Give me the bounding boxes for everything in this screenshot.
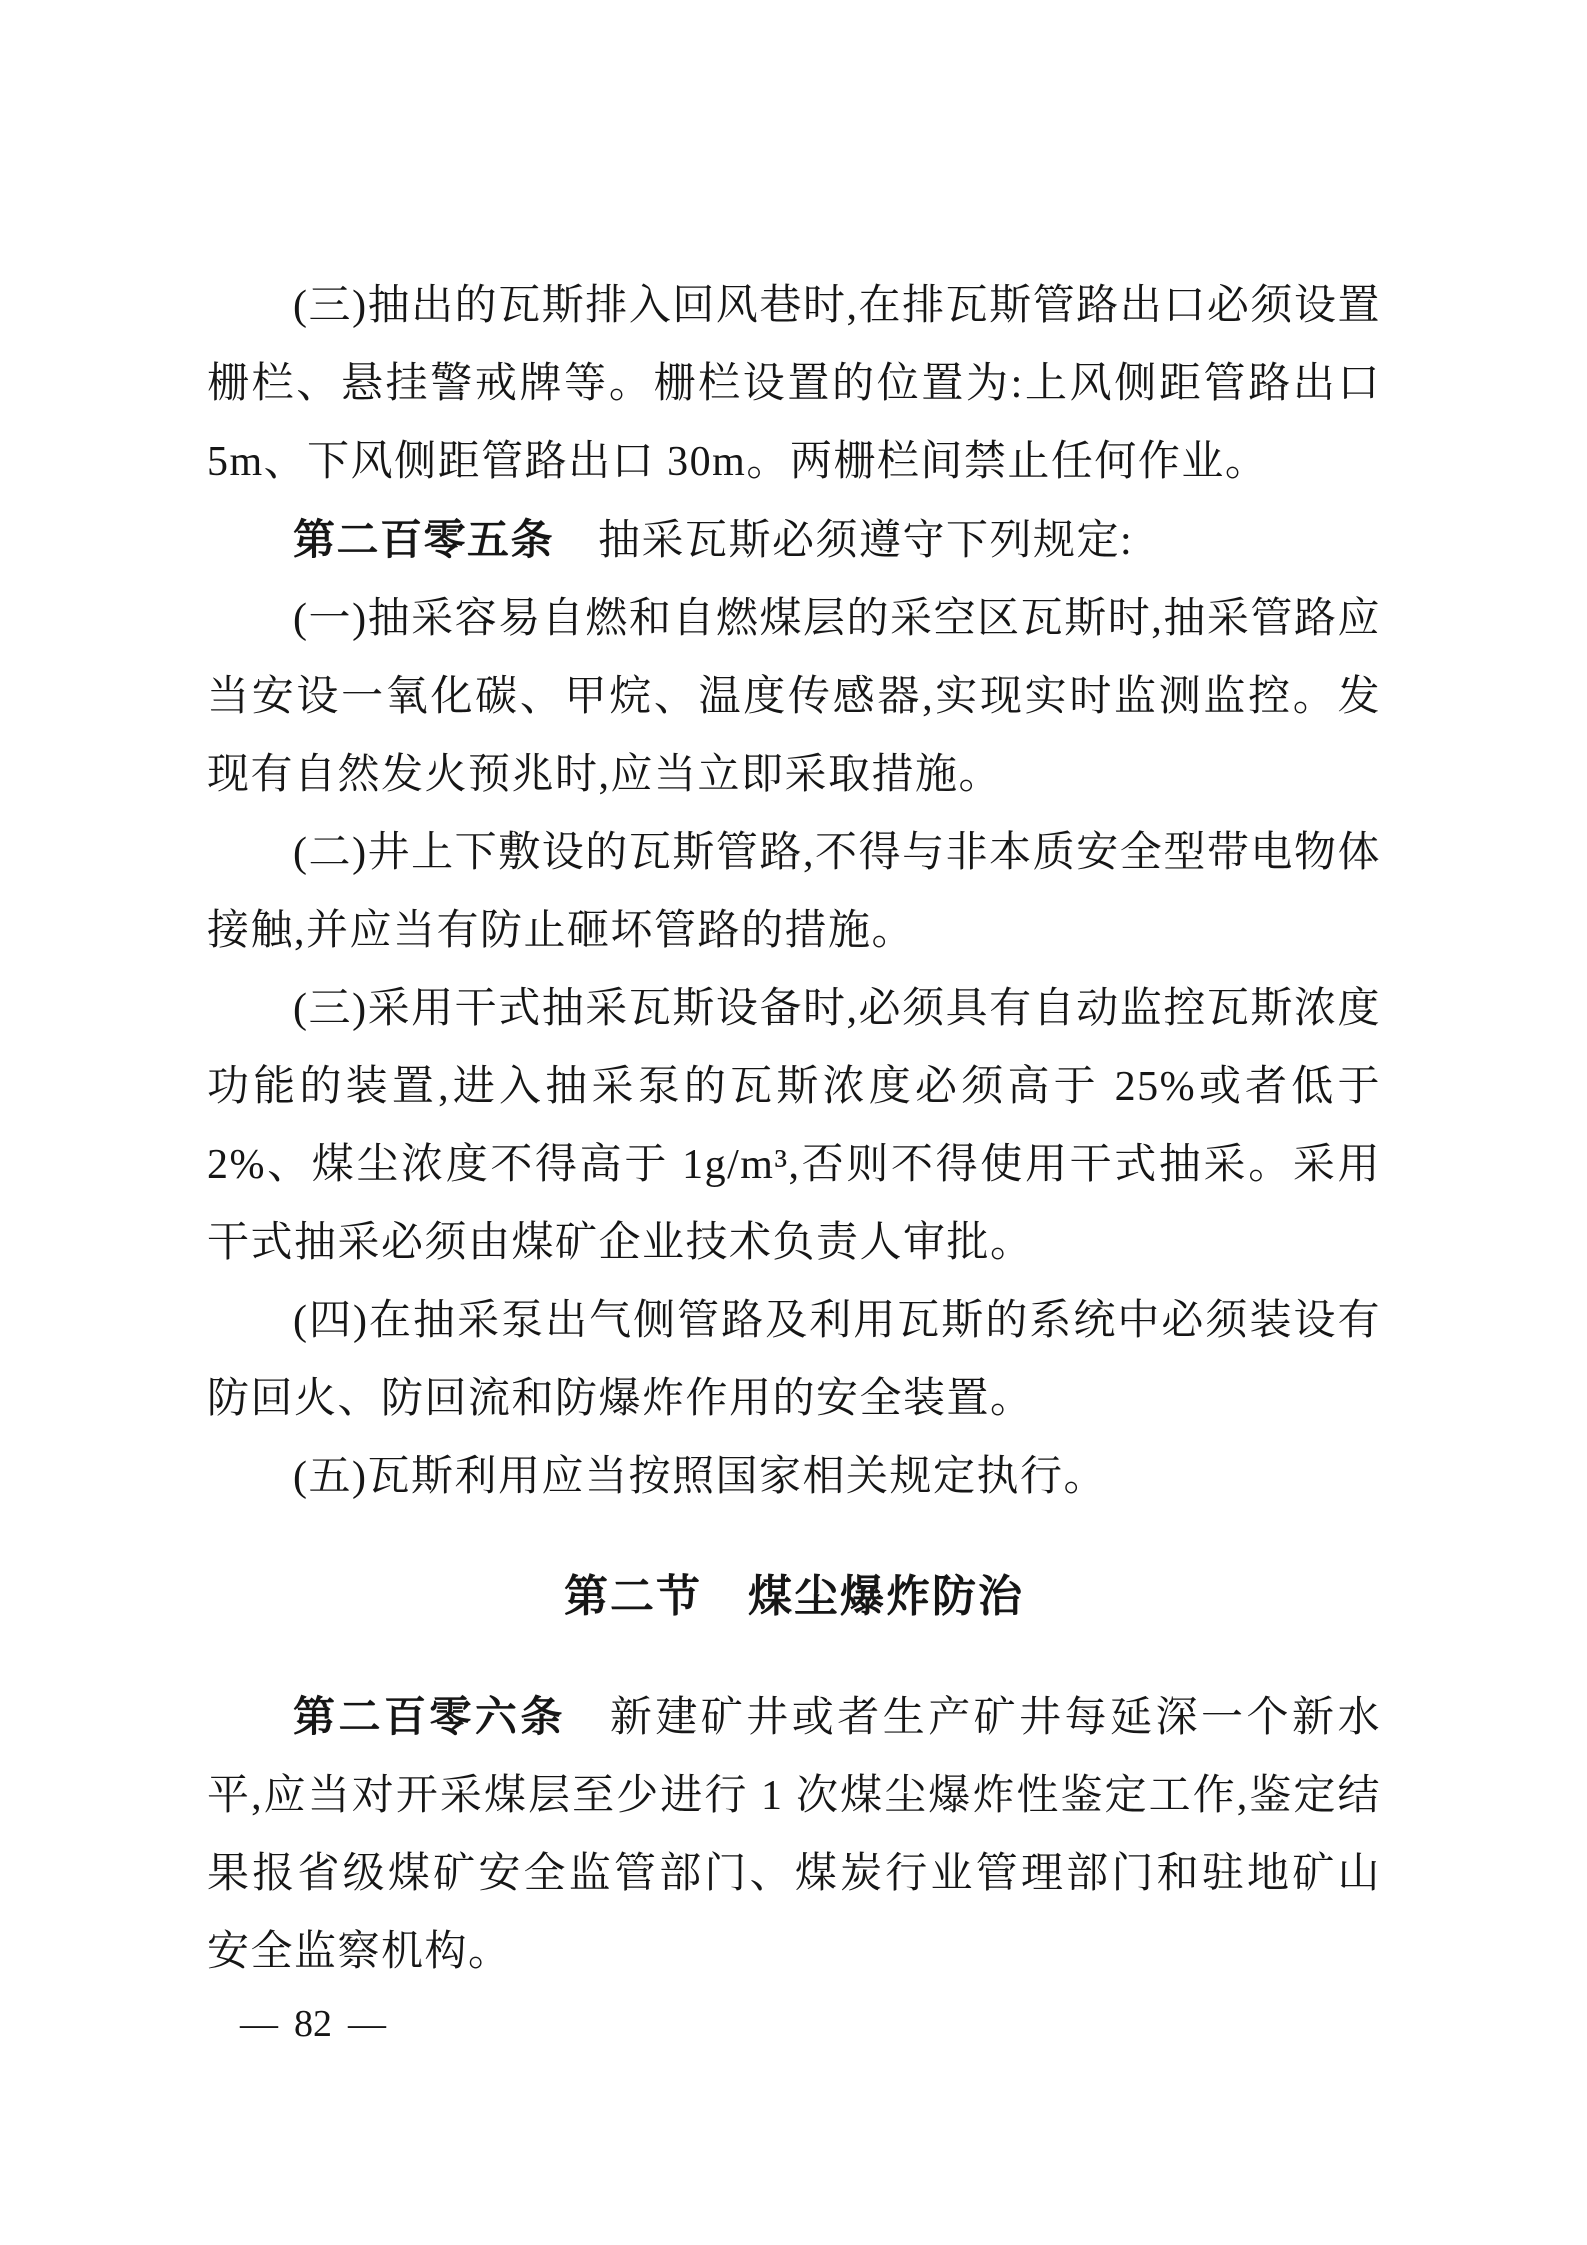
article-205-item-4: (四)在抽采泵出气侧管路及利用瓦斯的系统中必须装设有防回火、防回流和防爆炸作用的安全装置。 [207, 1298, 1381, 1422]
article-205-item-2: (二)井上下敷设的瓦斯管路,不得与非本质安全型带电物体接触,并应当有防止砸坏管路的措施。 [207, 830, 1381, 954]
document-body [207, 267, 1381, 1991]
article-206-text: 新建矿井或者生产矿井每延深一个新水平,应当对开采煤层至少进行 1 次煤尘爆炸性鉴定工作,鉴定结果报省级煤矿安全监管部门、煤炭行业管理部门和驻地矿山安全监察机构。 [207, 1695, 1381, 1975]
page-footer [240, 2002, 386, 2046]
article-205-item-1: (一)抽采容易自燃和自燃煤层的采空区瓦斯时,抽采管路应当安设一氧化碳、甲烷、温度传感器,实现实时监测监控。发现有自然发火预兆时,应当立即采取措施。 [207, 596, 1381, 798]
article-206-number: 第二百零六条 [293, 1693, 566, 1740]
page-number: 82 [294, 2003, 332, 2045]
article-205-item-5: (五)瓦斯利用应当按照国家相关规定执行。 [293, 1454, 1107, 1500]
footer-dash-left: — [240, 2003, 278, 2045]
article-206-paragraph [207, 1678, 1381, 1991]
item-3-continuation-paragraph: (三)抽出的瓦斯排入回风巷时,在排瓦斯管路出口必须设置栅栏、悬挂警戒牌等。栅栏设置的位置为:上风侧距管路出口 5m、下风侧距管路出口 30m。两栅栏间禁止任何作业。 [207, 283, 1381, 485]
article-205-intro: 抽采瓦斯必须遵守下列规定: [598, 518, 1134, 564]
footer-dash-right: — [348, 2003, 386, 2045]
article-205-item-3: (三)采用干式抽采瓦斯设备时,必须具有自动监控瓦斯浓度功能的装置,进入抽采泵的瓦斯浓度必须高于 25%或者低于 2%、煤尘浓度不得高于 1g/m³,否则不得使用干式抽采。采用干式抽采必须由煤矿企业技术负责人审批。 [207, 986, 1381, 1266]
section-heading: 第二节 煤尘爆炸防治 [564, 1572, 1024, 1621]
article-205-paragraph [207, 501, 1381, 580]
article-205-number: 第二百零五条 [293, 516, 555, 563]
